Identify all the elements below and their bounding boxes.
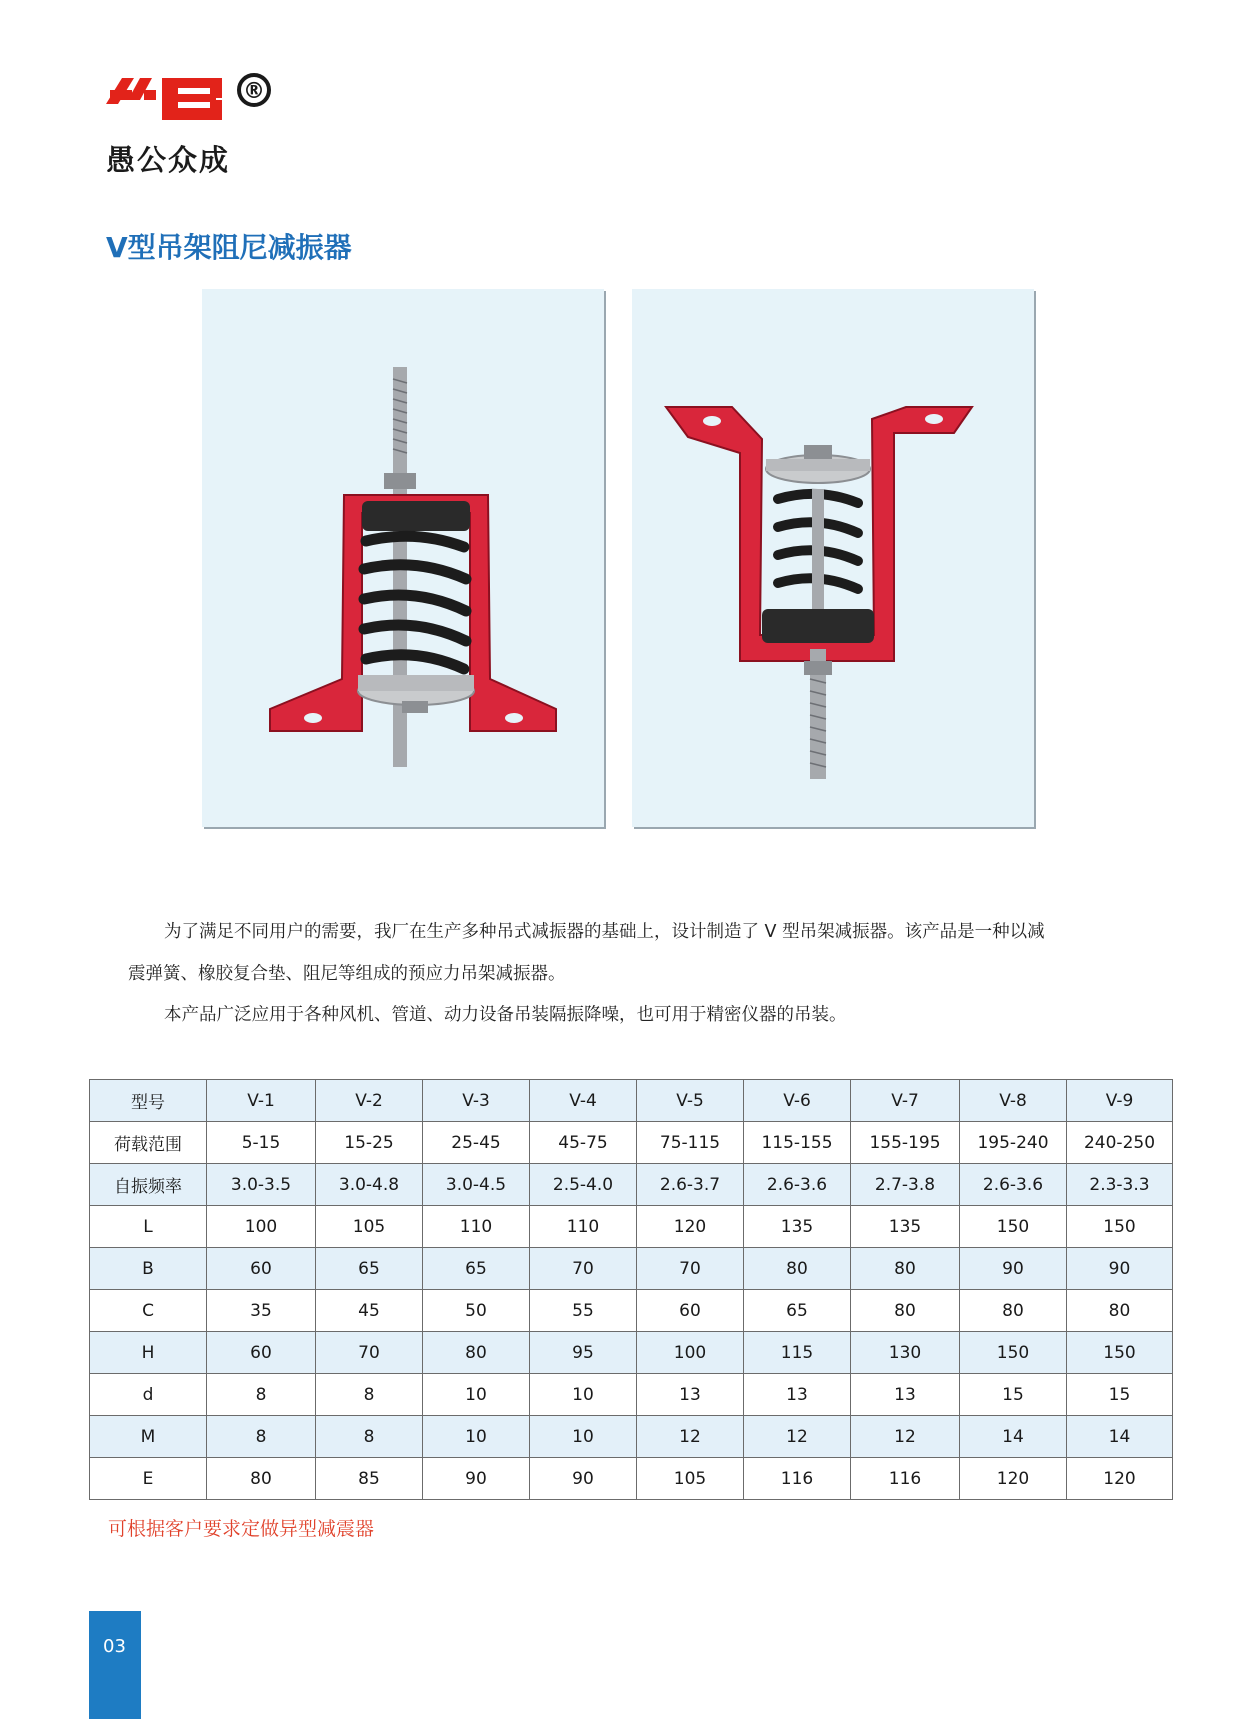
table-cell: 80 xyxy=(207,1458,316,1500)
table-cell: 45 xyxy=(316,1290,423,1332)
table-cell: 115 xyxy=(744,1332,851,1374)
table-row-header: L xyxy=(90,1206,207,1248)
table-cell: 2.6-3.6 xyxy=(960,1164,1067,1206)
table-cell: 95 xyxy=(530,1332,637,1374)
page-number: 03 xyxy=(103,1636,126,1657)
table-cell: V-5 xyxy=(637,1080,744,1122)
table-cell: 195-240 xyxy=(960,1122,1067,1164)
page-title: V型吊架阻尼减振器 xyxy=(106,231,352,264)
table-row xyxy=(90,1332,1173,1374)
logo-mark xyxy=(104,72,324,142)
table-cell: 2.6-3.7 xyxy=(637,1164,744,1206)
table-cell: 15 xyxy=(1067,1374,1173,1416)
table-cell: V-3 xyxy=(423,1080,530,1122)
table-cell: 13 xyxy=(637,1374,744,1416)
table-cell: 2.6-3.6 xyxy=(744,1164,851,1206)
table-row xyxy=(90,1122,1173,1164)
table-cell: 8 xyxy=(207,1374,316,1416)
table-cell: 12 xyxy=(637,1416,744,1458)
table-cell: 75-115 xyxy=(637,1122,744,1164)
table-row xyxy=(90,1416,1173,1458)
table-cell: 80 xyxy=(851,1248,960,1290)
table-row-header: 荷载范围 xyxy=(90,1122,207,1164)
table-cell: 70 xyxy=(637,1248,744,1290)
registered-mark: ® xyxy=(243,79,265,104)
table-cell: 80 xyxy=(851,1290,960,1332)
description-paragraph-1-cont: 震弹簧、橡胶复合垫、阻尼等组成的预应力吊架减振器。 xyxy=(128,964,566,984)
table-row xyxy=(90,1290,1173,1332)
table-cell: V-2 xyxy=(316,1080,423,1122)
table-cell: 60 xyxy=(207,1248,316,1290)
table-cell: 90 xyxy=(960,1248,1067,1290)
table-cell: 120 xyxy=(1067,1458,1173,1500)
table-cell: 80 xyxy=(1067,1290,1173,1332)
table-cell: 3.0-4.8 xyxy=(316,1164,423,1206)
table-row-header: M xyxy=(90,1416,207,1458)
table-row-header: 自振频率 xyxy=(90,1164,207,1206)
table-cell: 2.7-3.8 xyxy=(851,1164,960,1206)
table-cell: 80 xyxy=(744,1248,851,1290)
table-row-header: 型号 xyxy=(90,1080,207,1122)
table-cell: V-8 xyxy=(960,1080,1067,1122)
table-row-header: E xyxy=(90,1458,207,1500)
table-cell: 150 xyxy=(960,1206,1067,1248)
table-cell: V-1 xyxy=(207,1080,316,1122)
table-row xyxy=(90,1206,1173,1248)
table-cell: 90 xyxy=(423,1458,530,1500)
table-cell: 60 xyxy=(637,1290,744,1332)
table-cell: 10 xyxy=(423,1374,530,1416)
table-cell: 110 xyxy=(530,1206,637,1248)
spring-hanger-illustration xyxy=(202,289,604,827)
table-cell: 65 xyxy=(423,1248,530,1290)
table-cell: 14 xyxy=(960,1416,1067,1458)
table-cell: 2.3-3.3 xyxy=(1067,1164,1173,1206)
table-cell: 12 xyxy=(851,1416,960,1458)
hanger-photo-upright xyxy=(202,289,604,827)
table-cell: 65 xyxy=(316,1248,423,1290)
table-cell: 70 xyxy=(316,1332,423,1374)
table-cell: 120 xyxy=(960,1458,1067,1500)
table-cell: 115-155 xyxy=(744,1122,851,1164)
table-cell: 55 xyxy=(530,1290,637,1332)
custom-order-note: 可根据客户要求定做异型减震器 xyxy=(108,1518,375,1540)
table-cell: 10 xyxy=(530,1374,637,1416)
table-cell: 105 xyxy=(637,1458,744,1500)
table-row-header: C xyxy=(90,1290,207,1332)
table-cell: 65 xyxy=(744,1290,851,1332)
table-cell: 150 xyxy=(960,1332,1067,1374)
table-cell: 45-75 xyxy=(530,1122,637,1164)
company-name: 愚公众成 xyxy=(106,143,231,177)
table-cell: 150 xyxy=(1067,1332,1173,1374)
table-cell: 50 xyxy=(423,1290,530,1332)
table-row xyxy=(90,1458,1173,1500)
table-cell: 15-25 xyxy=(316,1122,423,1164)
description-paragraph-1: 为了满足不同用户的需要，我厂在生产多种吊式减振器的基础上，设计制造了 V 型吊架减振器。该产品是一种以减 xyxy=(164,922,1045,942)
table-cell: 116 xyxy=(851,1458,960,1500)
table-cell: 8 xyxy=(316,1374,423,1416)
table-cell: 90 xyxy=(530,1458,637,1500)
table-cell: 2.5-4.0 xyxy=(530,1164,637,1206)
table-cell: 10 xyxy=(423,1416,530,1458)
table-cell: 10 xyxy=(530,1416,637,1458)
table-cell: 5-15 xyxy=(207,1122,316,1164)
table-cell: V-9 xyxy=(1067,1080,1173,1122)
table-cell: 3.0-4.5 xyxy=(423,1164,530,1206)
description-paragraph-2: 本产品广泛应用于各种风机、管道、动力设备吊装隔振降噪，也可用于精密仪器的吊装。 xyxy=(164,1005,847,1025)
table-cell: 100 xyxy=(207,1206,316,1248)
table-cell: 25-45 xyxy=(423,1122,530,1164)
table-cell: V-6 xyxy=(744,1080,851,1122)
table-row xyxy=(90,1164,1173,1206)
table-cell: 110 xyxy=(423,1206,530,1248)
table-cell: 90 xyxy=(1067,1248,1173,1290)
table-cell: V-7 xyxy=(851,1080,960,1122)
table-cell: 14 xyxy=(1067,1416,1173,1458)
table-cell: 70 xyxy=(530,1248,637,1290)
spring-hanger-illustration xyxy=(632,289,1034,827)
table-cell: 155-195 xyxy=(851,1122,960,1164)
table-cell: 80 xyxy=(960,1290,1067,1332)
table-row xyxy=(90,1080,1173,1122)
table-cell: 12 xyxy=(744,1416,851,1458)
table-cell: 135 xyxy=(744,1206,851,1248)
table-cell: 13 xyxy=(744,1374,851,1416)
table-cell: V-4 xyxy=(530,1080,637,1122)
table-cell: 8 xyxy=(207,1416,316,1458)
table-cell: 120 xyxy=(637,1206,744,1248)
table-row xyxy=(90,1374,1173,1416)
table-cell: 13 xyxy=(851,1374,960,1416)
spec-table xyxy=(89,1079,1173,1500)
table-cell: 15 xyxy=(960,1374,1067,1416)
table-row-header: H xyxy=(90,1332,207,1374)
table-cell: 35 xyxy=(207,1290,316,1332)
hanger-photo-inverted xyxy=(632,289,1034,827)
table-cell: 3.0-3.5 xyxy=(207,1164,316,1206)
table-cell: 105 xyxy=(316,1206,423,1248)
table-cell: 130 xyxy=(851,1332,960,1374)
table-cell: 150 xyxy=(1067,1206,1173,1248)
table-cell: 8 xyxy=(316,1416,423,1458)
table-cell: 85 xyxy=(316,1458,423,1500)
table-cell: 100 xyxy=(637,1332,744,1374)
table-row xyxy=(90,1248,1173,1290)
table-cell: 135 xyxy=(851,1206,960,1248)
page-tab xyxy=(89,1611,141,1719)
table-cell: 116 xyxy=(744,1458,851,1500)
table-row-header: d xyxy=(90,1374,207,1416)
table-row-header: B xyxy=(90,1248,207,1290)
table-cell: 240-250 xyxy=(1067,1122,1173,1164)
table-cell: 80 xyxy=(423,1332,530,1374)
table-cell: 60 xyxy=(207,1332,316,1374)
